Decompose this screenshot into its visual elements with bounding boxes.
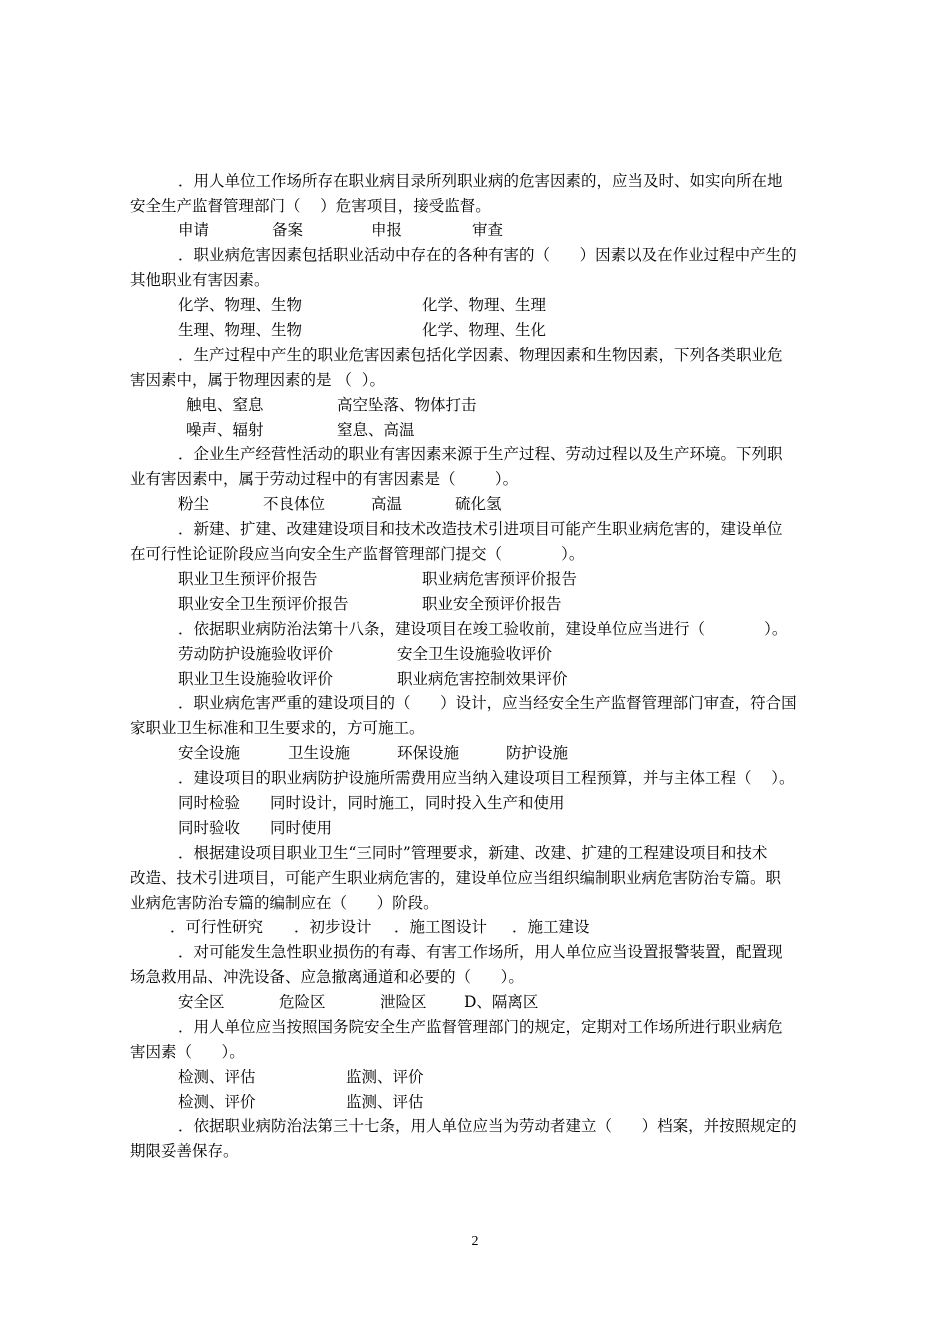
question-9-option-b: ．初步设计 <box>294 918 372 936</box>
question-2-stem-line-1: ．职业病危害因素包括职业活动中存在的各种有害的（ ）因素以及在作业过程中产生的 <box>178 246 797 264</box>
question-3-option-b: 高空坠落、物体打击 <box>337 396 477 414</box>
question-7-option-d: 防护设施 <box>506 744 569 762</box>
question-7-option-a: 安全设施 <box>178 744 241 762</box>
question-8-option-a: 同时检验 <box>178 794 241 812</box>
question-6-option-a: 劳动防护设施验收评价 <box>178 645 334 663</box>
question-11-stem-line-1: ．用人单位应当按照国务院安全生产监督管理部门的规定，定期对工作场所进行职业病危 <box>178 1018 783 1036</box>
question-4-option-a: 粉尘 <box>178 495 210 513</box>
question-8-stem-line-1: ．建设项目的职业病防护设施所需费用应当纳入建设项目工程预算，并与主体工程（ ）。 <box>178 769 795 787</box>
question-5-option-d: 职业安全预评价报告 <box>422 595 562 613</box>
question-6-option-d: 职业病危害控制效果评价 <box>397 670 568 688</box>
question-1-stem-line-2: 安全生产监督管理部门（ ）危害项目，接受监督。 <box>130 197 491 215</box>
question-1-stem-line-1: ．用人单位工作场所存在职业病目录所列职业病的危害因素的，应当及时、如实向所在地 <box>178 172 783 190</box>
question-6-option-b: 安全卫生设施验收评价 <box>397 645 553 663</box>
question-11-option-d: 监测、评估 <box>346 1093 424 1111</box>
question-1-option-b: 备案 <box>272 221 304 239</box>
question-2-option-a: 化学、物理、生物 <box>178 296 303 314</box>
question-10-option-c: 泄险区 <box>380 993 427 1011</box>
question-6-stem-line-1: ．依据职业病防治法第十八条，建设项目在竣工验收前，建设单位应当进行（ ）。 <box>178 620 788 638</box>
question-3-option-c: 噪声、辐射 <box>186 421 264 439</box>
question-10-option-a: 安全区 <box>178 993 225 1011</box>
question-8-option-c: 同时验收 <box>178 819 241 837</box>
question-12-stem-line-1: ．依据职业病防治法第三十七条，用人单位应当为劳动者建立（ ）档案，并按照规定的 <box>178 1117 797 1135</box>
question-3-option-d: 窒息、高温 <box>337 421 415 439</box>
question-7-stem-line-1: ．职业病危害严重的建设项目的（ ）设计，应当经安全生产监督管理部门审查，符合国 <box>178 694 797 712</box>
question-11-option-a: 检测、评估 <box>178 1068 256 1086</box>
question-7-option-c: 环保设施 <box>397 744 460 762</box>
question-2-option-b: 化学、物理、生理 <box>422 296 547 314</box>
question-4-option-b: 不良体位 <box>263 495 326 513</box>
question-7-stem-line-2: 家职业卫生标准和卫生要求的，方可施工。 <box>130 719 425 737</box>
question-9-stem-line-2: 改造、技术引进项目，可能产生职业病危害的，建设单位应当组织编制职业病危害防治专篇。职 <box>130 869 782 887</box>
question-4-option-c: 高温 <box>371 495 403 513</box>
question-4-option-d: 硫化氢 <box>455 495 502 513</box>
question-3-stem-line-2: 害因素中，属于物理因素的是 （ ）。 <box>130 371 386 389</box>
question-10-stem-line-2: 场急救用品、冲洗设备、应急撤离通道和必要的（ ）。 <box>130 968 524 986</box>
question-5-option-a: 职业卫生预评价报告 <box>178 570 318 588</box>
question-12-stem-line-2: 期限妥善保存。 <box>130 1142 239 1160</box>
question-9-stem-line-3: 业病危害防治专篇的编制应在（ ）阶段。 <box>130 894 439 912</box>
question-1-option-c: 申报 <box>371 221 403 239</box>
question-2-option-c: 生理、物理、生物 <box>178 321 303 339</box>
question-5-stem-line-2: 在可行性论证阶段应当向安全生产监督管理部门提交（ ）。 <box>130 545 585 563</box>
question-10-option-d: D、隔离区 <box>464 993 539 1011</box>
question-3-stem-line-1: ．生产过程中产生的职业危害因素包括化学因素、物理因素和生物因素，下列各类职业危 <box>178 346 783 364</box>
question-1-option-a: 申请 <box>178 221 210 239</box>
question-2-stem-line-2: 其他职业有害因素。 <box>130 271 270 289</box>
question-11-option-c: 检测、评价 <box>178 1093 256 1111</box>
question-1-option-d: 审查 <box>472 221 504 239</box>
question-5-option-b: 职业病危害预评价报告 <box>422 570 578 588</box>
question-10-stem-line-1: ．对可能发生急性职业损伤的有毒、有害工作场所，用人单位应当设置报警装置，配置现 <box>178 943 783 961</box>
question-5-option-c: 职业安全卫生预评价报告 <box>178 595 349 613</box>
question-6-option-c: 职业卫生设施验收评价 <box>178 670 334 688</box>
question-7-option-b: 卫生设施 <box>288 744 351 762</box>
question-8-option-b: 同时设计，同时施工，同时投入生产和使用 <box>270 794 565 812</box>
question-4-stem-line-2: 业有害因素中，属于劳动过程中的有害因素是（ ）。 <box>130 470 519 488</box>
question-3-option-a: 触电、窒息 <box>186 396 264 414</box>
page-number: 2 <box>471 1234 479 1249</box>
question-9-option-c: ．施工图设计 <box>394 918 488 936</box>
question-9-option-a: ．可行性研究 <box>170 918 264 936</box>
question-4-stem-line-1: ．企业生产经营性活动的职业有害因素来源于生产过程、劳动过程以及生产环境。下列职 <box>178 445 783 463</box>
question-11-option-b: 监测、评价 <box>346 1068 424 1086</box>
question-11-stem-line-2: 害因素（ ）。 <box>130 1043 245 1061</box>
question-9-stem-line-1: ．根据建设项目职业卫生“三同时”管理要求，新建、改建、扩建的工程建设项目和技术 <box>178 844 768 862</box>
question-10-option-b: 危险区 <box>279 993 326 1011</box>
question-8-option-d: 同时使用 <box>270 819 333 837</box>
question-2-option-d: 化学、物理、生化 <box>422 321 547 339</box>
question-5-stem-line-1: ．新建、扩建、改建建设项目和技术改造技术引进项目可能产生职业病危害的，建设单位 <box>178 520 783 538</box>
question-9-option-d: ．施工建设 <box>512 918 590 936</box>
